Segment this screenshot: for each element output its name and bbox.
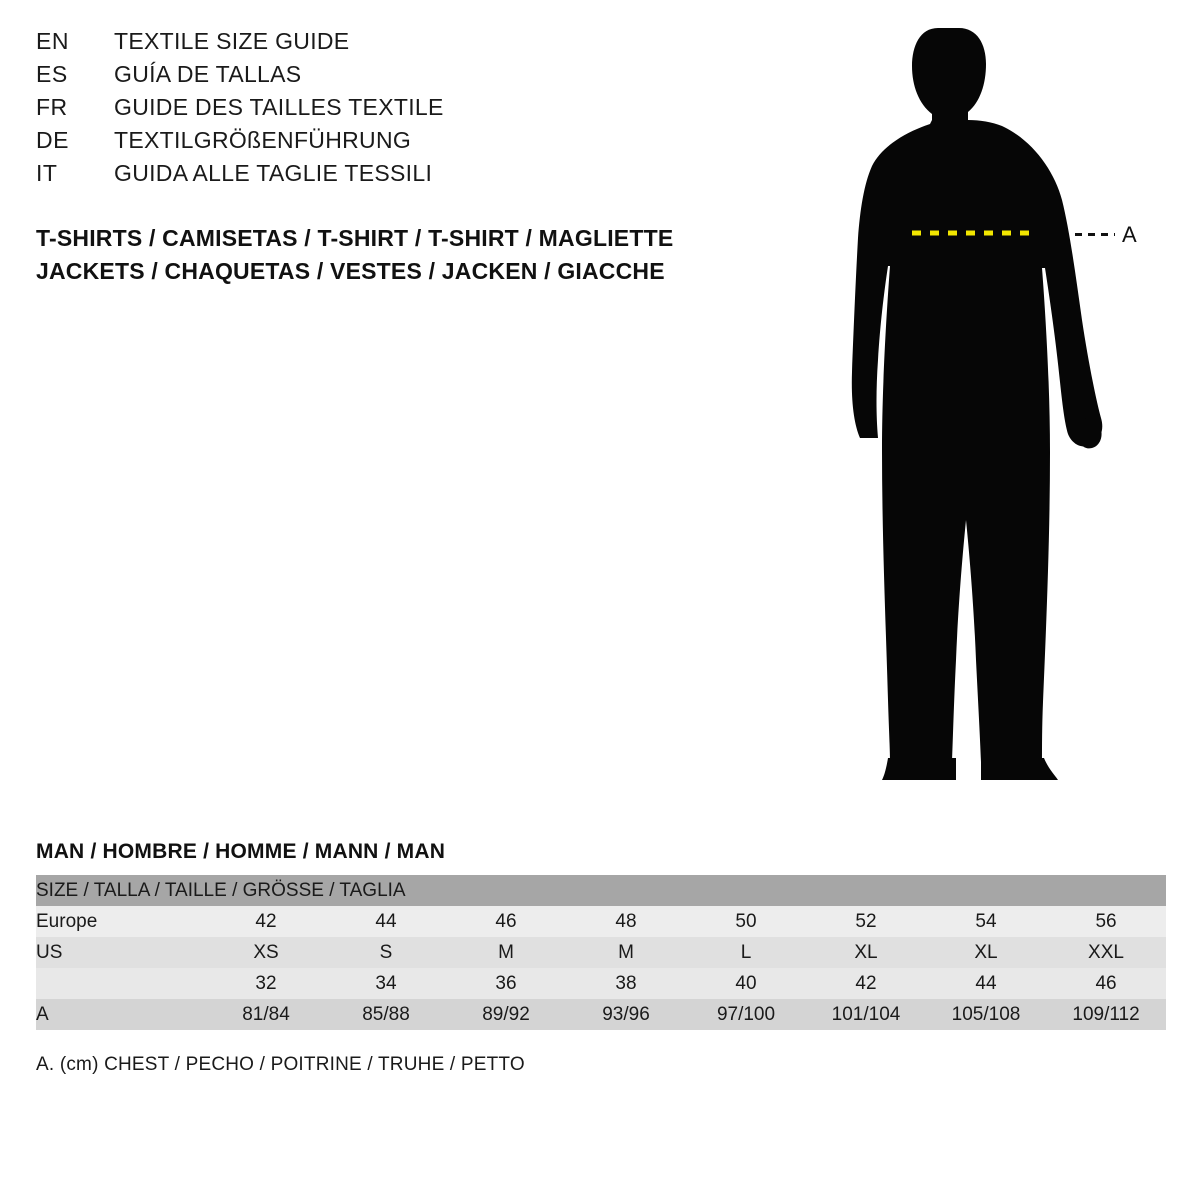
cell-value: 89/92 <box>446 999 566 1030</box>
language-row <box>36 160 756 193</box>
cell-value: S <box>326 937 446 968</box>
cell-value: XS <box>206 937 326 968</box>
cell-value: 42 <box>806 968 926 999</box>
cell-value: XXL <box>1046 937 1166 968</box>
cell-value: 93/96 <box>566 999 686 1030</box>
cell-value: 46 <box>1046 968 1166 999</box>
cell-value: 101/104 <box>806 999 926 1030</box>
cell-value: 52 <box>806 906 926 937</box>
language-row <box>36 127 756 160</box>
cell-value: 42 <box>206 906 326 937</box>
garment-category-list <box>36 222 796 288</box>
cell-value: XL <box>926 937 1046 968</box>
cell-value: L <box>686 937 806 968</box>
cell-value: 38 <box>566 968 686 999</box>
language-row <box>36 28 756 61</box>
table-row <box>36 906 1166 937</box>
cell-value: 105/108 <box>926 999 1046 1030</box>
table-row <box>36 937 1166 968</box>
language-title: GUÍA DE TALLAS <box>114 61 302 87</box>
category-line-jackets: JACKETS / CHAQUETAS / VESTES / JACKEN / GIACCHE <box>36 258 665 284</box>
cell-value: M <box>446 937 566 968</box>
language-title-list <box>36 28 756 193</box>
table-header-label: SIZE / TALLA / TAILLE / GRÖSSE / TAGLIA <box>36 875 1166 906</box>
cell-value: 44 <box>926 968 1046 999</box>
table-row <box>36 999 1166 1030</box>
cell-value: 32 <box>206 968 326 999</box>
cell-value: XL <box>806 937 926 968</box>
body-silhouette-illustration <box>820 20 1180 790</box>
row-label: Europe <box>36 906 206 937</box>
language-title: TEXTILE SIZE GUIDE <box>114 28 350 54</box>
row-label: A <box>36 999 206 1030</box>
chest-leader-line <box>1075 233 1115 236</box>
cell-value: 34 <box>326 968 446 999</box>
language-code: DE <box>36 127 69 153</box>
cell-value: 85/88 <box>326 999 446 1030</box>
language-code: FR <box>36 94 68 120</box>
cell-value: 36 <box>446 968 566 999</box>
table-group-title: MAN / HOMBRE / HOMME / MANN / MAN <box>36 840 446 863</box>
table-row <box>36 968 1166 999</box>
language-code: EN <box>36 28 69 54</box>
language-code: ES <box>36 61 68 87</box>
language-title: TEXTILGRÖßENFÜHRUNG <box>114 127 412 153</box>
language-row <box>36 94 756 127</box>
cell-value: 48 <box>566 906 686 937</box>
cell-value: 40 <box>686 968 806 999</box>
cell-value: 109/112 <box>1046 999 1166 1030</box>
cell-value: 97/100 <box>686 999 806 1030</box>
table-footnote: A. (cm) CHEST / PECHO / POITRINE / TRUHE / PETTO <box>36 1054 525 1075</box>
size-table-section <box>36 840 1166 1076</box>
row-label <box>36 968 206 999</box>
language-row <box>36 61 756 94</box>
size-table <box>36 875 1166 1030</box>
category-line-tshirts: T-SHIRTS / CAMISETAS / T-SHIRT / T-SHIRT / MAGLIETTE <box>36 225 674 251</box>
cell-value: M <box>566 937 686 968</box>
chest-measure-label: A <box>1122 222 1137 247</box>
cell-value: 54 <box>926 906 1046 937</box>
cell-value: 50 <box>686 906 806 937</box>
cell-value: 56 <box>1046 906 1166 937</box>
table-header-row <box>36 875 1166 906</box>
cell-value: 44 <box>326 906 446 937</box>
language-code: IT <box>36 160 58 186</box>
row-label: US <box>36 937 206 968</box>
language-title: GUIDA ALLE TAGLIE TESSILI <box>114 160 433 186</box>
language-title: GUIDE DES TAILLES TEXTILE <box>114 94 444 120</box>
cell-value: 46 <box>446 906 566 937</box>
cell-value: 81/84 <box>206 999 326 1030</box>
